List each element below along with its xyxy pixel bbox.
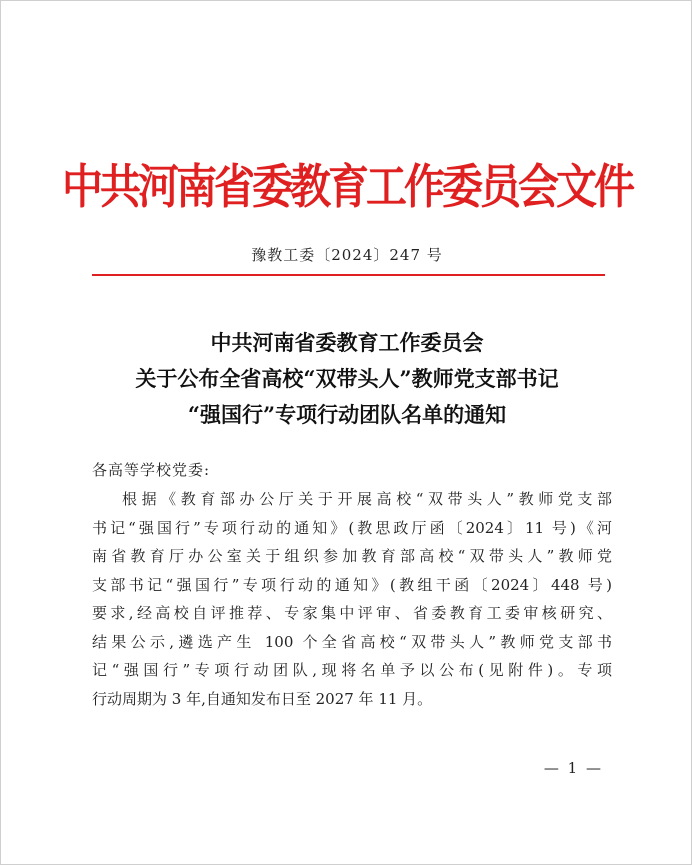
salutation: 各高等学校党委: <box>92 461 211 479</box>
notice-title-line-3: “强国行”专项行动团队名单的通知 <box>187 402 507 427</box>
body-line-2: 书记“强国行”专项行动的通知》(教思政厅函〔2024〕11 号)《河 <box>92 518 612 537</box>
red-divider-line <box>92 274 605 276</box>
notice-title-line-2: 关于公布全省高校“双带头人”教师党支部书记 <box>135 366 559 391</box>
body-line-8: 行动周期为 3 年,自通知发布日至 2027 年 11 月。 <box>92 689 433 708</box>
body-line-1: 根据《教育部办公厅关于开展高校“双带头人”教师党支部 <box>122 490 612 508</box>
body-line-4: 支部书记“强国行”专项行动的通知》(教组干函〔2024〕448 号) <box>92 575 612 594</box>
document-number: 豫教工委〔2024〕247 号 <box>251 246 443 264</box>
page-number: — 1 — <box>543 759 603 777</box>
body-line-5: 要求,经高校自评推荐、专家集中评审、省委教育工委审核研究、 <box>92 604 612 622</box>
document-header-title: 中共河南省委教育工作委员会文件 <box>62 159 632 215</box>
body-paragraph <box>92 485 612 713</box>
body-line-7: 记“强国行”专项行动团队,现将名单予以公布(见附件)。专项 <box>92 661 612 679</box>
body-line-3: 南省教育厅办公室关于组织参加教育部高校“双带头人”教师党 <box>92 547 612 565</box>
body-line-6: 结果公示,遴选产生 100 个全省高校“双带头人”教师党支部书 <box>92 632 612 651</box>
notice-title <box>1 325 692 433</box>
notice-title-line-1: 中共河南省委教育工作委员会 <box>210 330 484 355</box>
